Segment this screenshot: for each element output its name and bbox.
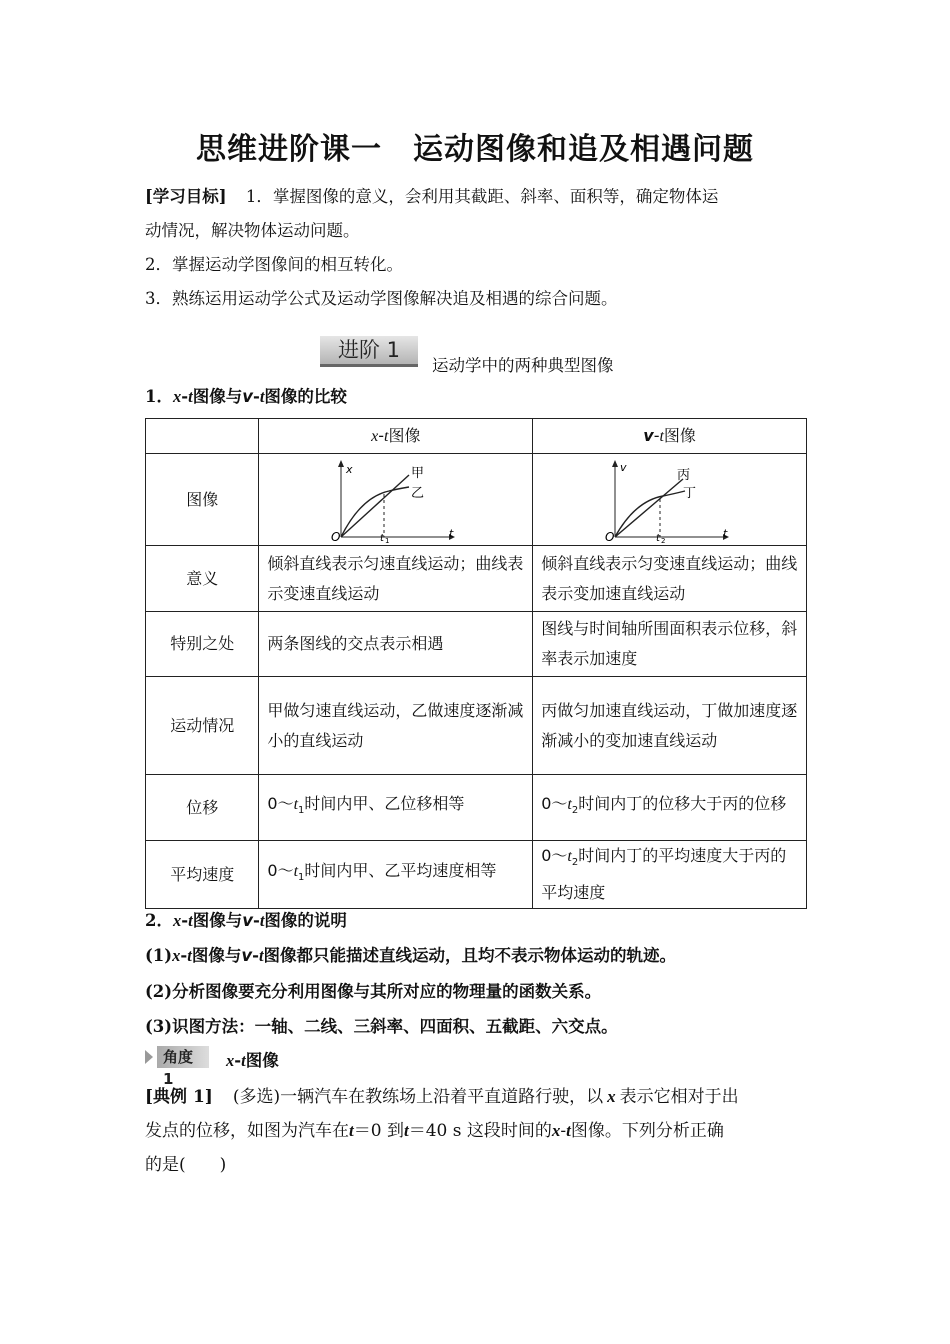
vt-line-bing <box>615 479 683 537</box>
table-row-special <box>146 612 807 677</box>
vt-label-bing: 丙 <box>676 467 690 483</box>
vt-graph <box>605 457 735 543</box>
example-line-3: 的是( ) <box>145 1155 227 1175</box>
section-banner: 进阶 1 <box>320 336 418 367</box>
header-xt: x-t图像 <box>259 419 533 454</box>
row-label-motion: 运动情况 <box>146 677 259 775</box>
xt-y-label: x <box>345 462 353 476</box>
table-row-graphs <box>146 454 807 546</box>
heading-explanation: 2．x-t图像与v-t图像的说明 <box>145 911 347 930</box>
note-1: (1)x-t图像与v-t图像都只能描述直线运动，且均不表示物体运动的轨迹。 <box>145 946 677 965</box>
xt-tick-t: t <box>379 532 384 543</box>
angle-tag <box>145 1046 209 1088</box>
xt-graph-cell <box>259 454 533 546</box>
xt-y-arrow <box>338 460 344 467</box>
angle-tag-arrow-icon <box>145 1050 153 1064</box>
xt-x-label: t <box>448 526 454 540</box>
goals-label: [学习目标] <box>145 187 227 206</box>
goal-item-1b: 动情况，解决物体运动问题。 <box>145 221 360 240</box>
learning-goal-line-1 <box>145 186 810 208</box>
goal-item-3: 3．熟练运用运动学公式及运动学图像解决追及相遇的综合问题。 <box>145 289 618 308</box>
motion-xt: 甲做匀速直线运动，乙做速度逐渐减小的直线运动 <box>259 677 533 775</box>
vt-y-label: v <box>619 460 627 474</box>
note-2: (2)分析图像要充分利用图像与其所对应的物理量的函数关系。 <box>145 982 602 1001</box>
vt-x-label: t <box>722 526 727 540</box>
xt-label-yi: 乙 <box>410 485 424 501</box>
avg-speed-xt: $0\sim t_1$时间内甲、乙平均速度相等 <box>259 841 533 909</box>
example-line-1: [典例 1] (多选)一辆汽车在教练场上沿着平直道路行驶，以 x 表示它相对于出 <box>145 1087 739 1107</box>
avg-speed-vt: $0\sim t_2$时间内丁的平均速度大于丙的平均速度 <box>533 841 807 909</box>
goal-item-1a: 1．掌握图像的意义，会利用其截距、斜率、面积等，确定物体运 <box>245 187 719 206</box>
xt-curve-yi <box>341 487 409 537</box>
row-label-special: 特别之处 <box>146 612 259 677</box>
table-row-avg-speed <box>146 841 807 909</box>
meaning-xt: 倾斜直线表示匀速直线运动；曲线表示变速直线运动 <box>259 546 533 612</box>
motion-vt: 丙做匀加速直线运动，丁做加速度逐渐减小的变加速直线运动 <box>533 677 807 775</box>
row-label-displacement: 位移 <box>146 775 259 841</box>
vt-graph-cell <box>533 454 807 546</box>
header-vt: v-t图像 <box>533 419 807 454</box>
section-subtitle: 运动学中的两种典型图像 <box>432 356 614 375</box>
xt-line-jia <box>341 475 409 537</box>
table-corner-cell <box>146 419 259 454</box>
row-label-meaning: 意义 <box>146 546 259 612</box>
row-label-avg-speed: 平均速度 <box>146 841 259 909</box>
angle-tag-label: 角度 1 <box>157 1046 209 1068</box>
xt-tick-sub: 1 <box>384 536 390 543</box>
xt-label-jia: 甲 <box>410 465 424 481</box>
vt-origin: O <box>604 529 615 543</box>
vt-label-ding: 丁 <box>682 485 696 501</box>
vt-curve-ding <box>615 491 685 537</box>
comparison-table <box>145 418 807 909</box>
example-line-2: 发点的位移，如图为汽车在t＝0 到t＝40 s 这段时间的x-t图像。下列分析正确 <box>145 1121 724 1141</box>
note-3: (3)识图方法：一轴、二线、三斜率、四面积、五截距、六交点。 <box>145 1017 618 1036</box>
table-row-motion <box>146 677 807 775</box>
vt-tick-sub: 2 <box>660 536 666 543</box>
row-label-graph: 图像 <box>146 454 259 546</box>
displacement-xt: $0\sim t_1$时间内甲、乙位移相等 <box>259 775 533 841</box>
heading-comparison: 1．x-t图像与v-t图像的比较 <box>145 387 347 406</box>
table-row-displacement <box>146 775 807 841</box>
xt-graph <box>331 457 461 543</box>
angle-title: x-t图像 <box>226 1051 279 1070</box>
special-xt: 两条图线的交点表示相遇 <box>259 612 533 677</box>
meaning-vt: 倾斜直线表示匀变速直线运动；曲线表示变加速直线运动 <box>533 546 807 612</box>
vt-tick-t: t <box>655 532 660 543</box>
table-row-meaning <box>146 546 807 612</box>
vt-y-arrow <box>612 460 618 467</box>
xt-origin: O <box>330 529 341 543</box>
goal-item-2: 2．掌握运动学图像间的相互转化。 <box>145 255 403 274</box>
page-title: 思维进阶课一 运动图像和追及相遇问题 <box>196 132 754 167</box>
table-header-row <box>146 419 807 454</box>
special-vt: 图线与时间轴所围面积表示位移，斜率表示加速度 <box>533 612 807 677</box>
displacement-vt: $0\sim t_2$时间内丁的位移大于丙的位移 <box>533 775 807 841</box>
